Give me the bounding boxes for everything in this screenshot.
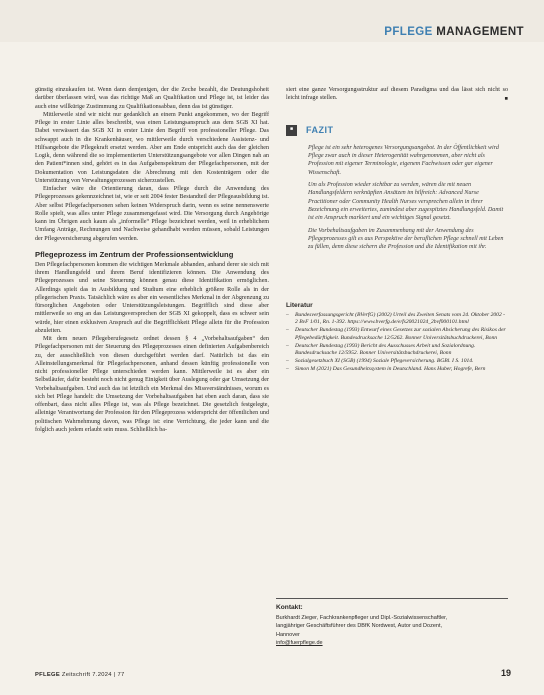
body-paragraph: Einfacher wäre die Orientierung daran, dass Pflege durch die Anwendung des Pflegeprozesses gekennzeichnet ist, wie er seit 2004 fester Bestandteil der Pflegeausbildung ist. Aber selbst Pflegefachpersonen sehen keinen Widerspruch darin, wenn es seine nennenswerte Rolle spielt, was alles unter Pflege zusammengefasst wird. Die Versorgung durch Angehörige kann im Übrigen auch kaum als „informelle“ Pflege bezeichnet werden, weil in erheblichem Umfang Anträge, Rechnungen und Nachweise gehandhabt werden müssen, sobald Leistungen der Pflegeversicherung abgerufen werden. [35,186,269,242]
contact-line: Hannover [276,631,300,638]
contact-email-link[interactable]: info@fuerpflege.de [276,640,323,647]
right-column [286,86,508,374]
body-paragraph-continued [286,86,508,103]
fazit-paragraph: Pflege ist ein sehr heterogenes Versorgungsangebot. In der Öffentlichkeit wird Pflege zwar auch in dieser Heterogenität wahrgenommen, aber nicht als Profession mit eigener Terminologie, eigenem Fachwissen oder gar eigener Wissenschaft. [308,144,499,176]
literature-list [286,312,508,373]
page-number: 19 [500,668,511,678]
continued-text: siert eine ganze Versorgungsstruktur auf diesem Paradigma und das lässt sich nicht so leicht infrage stellen. [286,87,508,102]
fazit-body [286,144,508,252]
contact-line: Burkhardt Zieger, Fachkrankenpfleger und Dipl.-Sozialwissenschaftler, [276,615,448,621]
contact-box [276,598,508,648]
literature-section [286,302,508,374]
contact-divider [276,598,508,599]
literature-item: – Sozialgesetzbuch XI (SGB) (1994) Soziale Pflegeversicherung. BGBl. I S. 1014. [286,358,508,365]
fazit-paragraph: Die Vorbehaltsaufgaben im Zusammenhang mit der Anwendung des Pflegeprozesses gilt es aus Perspektive der beruflichen Pflege schnell mit Leben zu füllen, denn diese sichern die Profession und die Identifikation mit ihr. [308,227,504,251]
fazit-square-icon: ■ [286,125,297,136]
header-title-rest: MANAGEMENT [436,26,524,38]
footer-journal-name: PFLEGE [35,672,60,678]
literature-item: – Bundesverfassungsgericht (BVerfG) (2002) Urteil des Zweiten Senats vom 24. Oktober 2002 - 2 BvF 1/01, Rn. 1-392. https://www.bverfg.de/e/fs20021024_2bvf000101.html [286,312,508,327]
footer-issue: 7.2024 | 77 [92,672,125,678]
page-footer [35,668,511,678]
section-header [384,26,524,38]
left-column [35,86,269,434]
body-paragraph: Mittlerweile sind wir nicht nur gedanklich an einem Punkt angekommen, wo der Begriff Pflege in erster Linie alles beschreibt, was einen Leistungsanspruch aus dem SGB XI hat. Dabei verwässert das SGB XI in erster Linie den Begriff von professioneller Pflege. Das schwappt auch in die Krankenhäuser, wo mittlerweile durch verschiedene Assistenz- und Hilfsangebote die Pflegekraft ersetzt werden. Aber am Ende entspricht auch das der gleichen Logik, denn während die so implementierten Unterstützungsangebote vor allen Dingen nah an den Patient*innen sind, gehört es in das Aufgabenspektrum der Pflegefachpersonen, mit der Dokumentation von Leistungsdaten die Abrechnung mit den Kostenträgern oder die Unterstützung von Verwaltungsprozessen sicherzustellen. [35,111,269,184]
fazit-title: FAZIT [306,124,334,135]
end-mark: ■ [504,96,508,103]
contact-line: langjähriger Geschäftsführer des DBfK Nordwest, Autor und Dozent, [276,623,443,630]
body-paragraph: Mit dem neuen Pflegeberufegesetz ordnet dessen § 4 „Vorbehaltsaufgaben“ den Pflegefachpersonen mit der Steuerung des Pflegeprozesses einen definierten Aufgabenbereich zu, der ausschließlich von diesen durchgeführt werden darf. Natürlich ist das ein Alleinstellungsmerkmal für Pflegefachpersonen, anhand dessen künftig professionelle von nicht professioneller Pflege unterschieden werden kann. Mittlerweile ist es aber ein Selbstläufer, dafür besteht noch nicht genug Einigkeit über Auslegung oder gar Umsetzung der Vorbehaltsaufgaben. Und auch das ist letztlich ein Merkmal des Missverständnisses, worum es sich bei Pflege handelt: die Umsetzung der Vorbehaltsaufgaben hat eben auch daran, dass sie offenbart, dass nicht alles Pflege ist, was als Pflege bezeichnet. Die gesetzlich festgelegte, alleinige Verantwortung der Profession für den Pflegeprozess widerspricht der öffentlichen und politischen Wahrnehmung davon, was Pflege ist: eine Verrichtung, die jeder kann und die folglich auch jedem erlaubt sein muss. Schließlich ba- [35,336,269,433]
fazit-box [286,125,508,252]
body-paragraph: günstig einzukaufen ist. Wenn dann demjenigen, der die Zeche bezahlt, die Deutungshoheit darüber überlassen wird, was das richtige Maß an Qualifikation und Pflege ist, ist leider das auch eine willkürige Zustimmung zu Qualifikationsabbau, denn das ist günstiger. [35,87,269,110]
literature-item: – Simon M (2021) Das Gesundheitssystem in Deutschland. Hans Huber, Hogrefe, Bern [286,366,508,373]
contact-text [276,614,508,648]
fazit-header [286,125,508,136]
fazit-paragraph: Um als Profession wieder sichtbar zu werden, wären die mit neuen Handlungsfeldern verknüpften Ansätzen im hilfreich: Advanced Nurse Practitioner oder Community Health Nurses versprechen allein in ihrer Bezeichnung ein erweitertes, zumindest aber zugespitztes Handlungsfeld. Damit ist ein Anspruch markiert und ein wichtiges Signal gesetzt. [308,181,504,222]
footer-journal-suffix: Zeitschrift [61,672,91,678]
footer-journal [35,672,125,678]
section-subheading: Pflegeprozess im Zentrum der Professionsentwicklung [35,249,234,259]
body-paragraph: Den Pflegefachpersonen kommen die wichtigen Merkmale abhanden, anhand derer sie sich mit ihrem Handlungsfeld und ihrem Beruf identifizieren können. Die Anwendung des Pflegeprozesses und seine Steuerung können genau diese Identifikation ermöglichen. Allerdings spielt das in Ausbildung und Studium eine erheblich größere Rolle als in der pflegerischen Praxis. Tatsächlich wäre es aber ein wesentliches Merkmal in der Abgrenzung zu fürsorglichen Angeboten oder Unterstützungsleistungen. Begrifflich sind diese aber mittlerweile so eng an das Leistungsversprechen der SGB XI gekoppelt, dass es schwer sein würde, hier einen exklusiven Anspruch auf die Begrifflichkeit Pflege allein für die Profession abzuleiten. [35,261,269,334]
literature-title: Literatur [286,301,313,309]
literature-item: – Deutscher Bundestag (1993) Entwurf eines Gesetzes zur sozialen Absicherung des Risikos der Pflegebedürftigkeit. Bundesdrucksache 12/5262. Bonner Universitätsbuchdruckerei, Bonn [286,327,508,342]
literature-item: – Deutscher Bundestag (1993) Bericht des Ausschusses Arbeit und Sozialordnung. Bundesdrucksache 12/5952. Bonner Universitätsbuchdruckerei, Bonn [286,343,508,358]
contact-title: Kontakt: [276,604,303,611]
header-title-accent: PFLEGE [384,26,433,38]
